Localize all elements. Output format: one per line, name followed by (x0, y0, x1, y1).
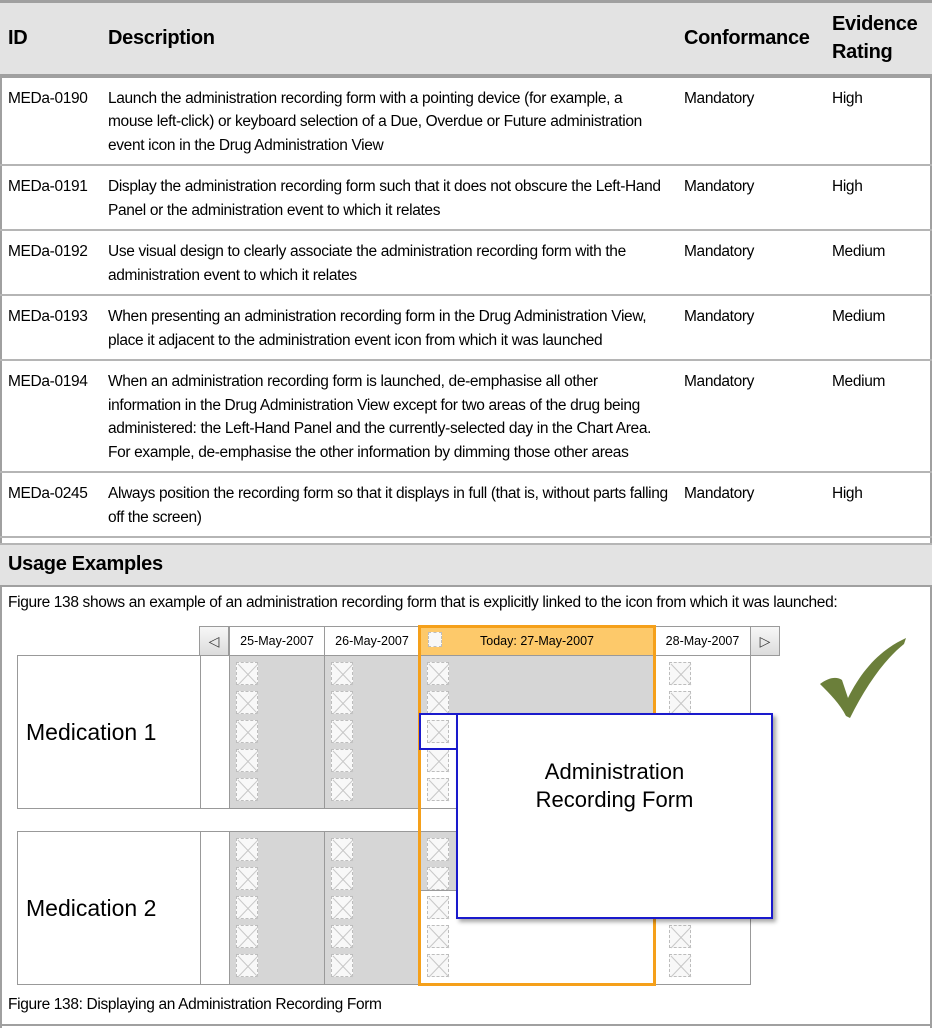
administration-event-icon[interactable] (331, 896, 353, 919)
cell-description: When an administration recording form is launched, de-emphasise all other information in the Drug Administration View except for two areas of the drug being administered: the Left-Hand Panel and the currently-selected day in the Chart Area. For example, de-emphasise the other information by dimming those other areas (108, 373, 652, 461)
medication-1-label: Medication 1 (26, 718, 157, 745)
administration-event-icon[interactable] (331, 691, 353, 714)
administration-event-icon[interactable] (669, 954, 691, 977)
administration-event-icon[interactable] (331, 867, 353, 890)
administration-event-icon[interactable] (331, 720, 353, 743)
figure-caption: Figure 138: Displaying an Administration Recording Form (8, 996, 382, 1013)
administration-event-icon[interactable] (236, 691, 258, 714)
cell-description: Launch the administration recording form with a pointing device (for example, a mouse left-click) or keyboard selection of a Due, Overdue or Future administration event icon in the Drug Administration View (108, 89, 642, 154)
cell-conformance: Mandatory (684, 243, 755, 260)
cell-id: MEDa-0191 (8, 178, 88, 195)
date-header-25-may[interactable]: 25-May-2007 (229, 626, 325, 656)
table-row (0, 360, 932, 472)
next-day-button[interactable] (750, 626, 780, 656)
medication-2-label: Medication 2 (26, 894, 157, 921)
administration-event-icon[interactable] (236, 954, 258, 977)
administration-event-icon[interactable] (236, 925, 258, 948)
selected-event-highlight[interactable] (419, 713, 458, 750)
header-evidence-line2: Rating (832, 41, 893, 64)
table-row (0, 230, 932, 295)
administration-event-icon[interactable] (331, 838, 353, 861)
form-title-line2: Recording Form (535, 787, 694, 812)
cell-id: MEDa-0190 (8, 89, 88, 107)
administration-event-icon[interactable] (236, 662, 258, 685)
table-header-row (0, 2, 932, 76)
bottom-border (0, 1024, 932, 1026)
cell-id: MEDa-0245 (8, 485, 88, 502)
form-title-line1: Administration (544, 759, 685, 784)
cell-description: When presenting an administration recording form in the Drug Administration View, place it adjacent to the administration event icon from which it was launched (108, 308, 647, 349)
administration-recording-form[interactable] (456, 713, 773, 919)
spacer-column (200, 831, 230, 985)
date-header-28-may[interactable]: 28-May-2007 (654, 626, 751, 656)
date-header-today[interactable]: Today: 27-May-2007 (419, 626, 655, 656)
administration-event-icon[interactable] (236, 838, 258, 861)
administration-event-icon[interactable] (331, 662, 353, 685)
header-conformance: Conformance (684, 26, 810, 49)
administration-event-icon[interactable] (669, 691, 691, 714)
cell-evidence: High (832, 89, 863, 107)
administration-event-icon[interactable] (331, 925, 353, 948)
right-arrow-icon: ▷ (759, 633, 771, 649)
header-description: Description (108, 26, 215, 49)
date-header-26-may[interactable]: 26-May-2007 (324, 626, 420, 656)
cell-evidence: High (832, 485, 863, 502)
spacer-column (200, 655, 230, 809)
cell-conformance: Mandatory (684, 89, 755, 107)
administration-event-icon[interactable] (236, 896, 258, 919)
header-evidence-line1: Evidence (832, 13, 918, 36)
table-row (0, 165, 932, 230)
administration-event-icon[interactable] (331, 778, 353, 801)
header-id: ID (8, 26, 28, 49)
checkmark-icon (818, 636, 908, 725)
cell-description: Display the administration recording form such that it does not obscure the Left-Hand Panel or the administration event to which it relates (108, 178, 661, 219)
left-arrow-icon: ◁ (208, 633, 220, 649)
medication-1-panel[interactable] (17, 655, 201, 809)
usage-intro-text: Figure 138 shows an example of an administration recording form that is explicitly linked to the icon from which it was launched: (8, 594, 838, 611)
table-row (0, 472, 932, 537)
cell-evidence: Medium (832, 308, 886, 325)
administration-event-icon[interactable] (236, 778, 258, 801)
cell-conformance: Mandatory (684, 178, 755, 195)
administration-event-icon[interactable] (236, 720, 258, 743)
cell-conformance: Mandatory (684, 308, 755, 325)
cell-evidence: Medium (832, 373, 886, 390)
cell-description: Use visual design to clearly associate the administration recording form with the administration event to which it relates (108, 243, 626, 284)
cell-id: MEDa-0192 (8, 243, 88, 260)
cell-conformance: Mandatory (684, 485, 755, 502)
administration-event-icon[interactable] (331, 954, 353, 977)
previous-day-button[interactable] (199, 626, 229, 656)
cell-id: MEDa-0193 (8, 308, 88, 325)
header-evidence-rating (824, 2, 932, 76)
administration-event-icon[interactable] (236, 867, 258, 890)
medication-2-panel[interactable] (17, 831, 201, 985)
cell-evidence: High (832, 178, 863, 195)
administration-event-icon[interactable] (669, 662, 691, 685)
table-row (0, 295, 932, 360)
cell-conformance: Mandatory (684, 373, 755, 390)
table-row (0, 76, 932, 166)
administration-event-icon[interactable] (331, 749, 353, 772)
cell-description: Always position the recording form so that it displays in full (that is, without parts falling off the screen) (108, 485, 668, 526)
administration-event-icon[interactable] (669, 925, 691, 948)
cell-id: MEDa-0194 (8, 373, 88, 390)
cell-evidence: Medium (832, 243, 886, 260)
administration-event-icon[interactable] (236, 749, 258, 772)
usage-examples-heading: Usage Examples (0, 543, 932, 587)
